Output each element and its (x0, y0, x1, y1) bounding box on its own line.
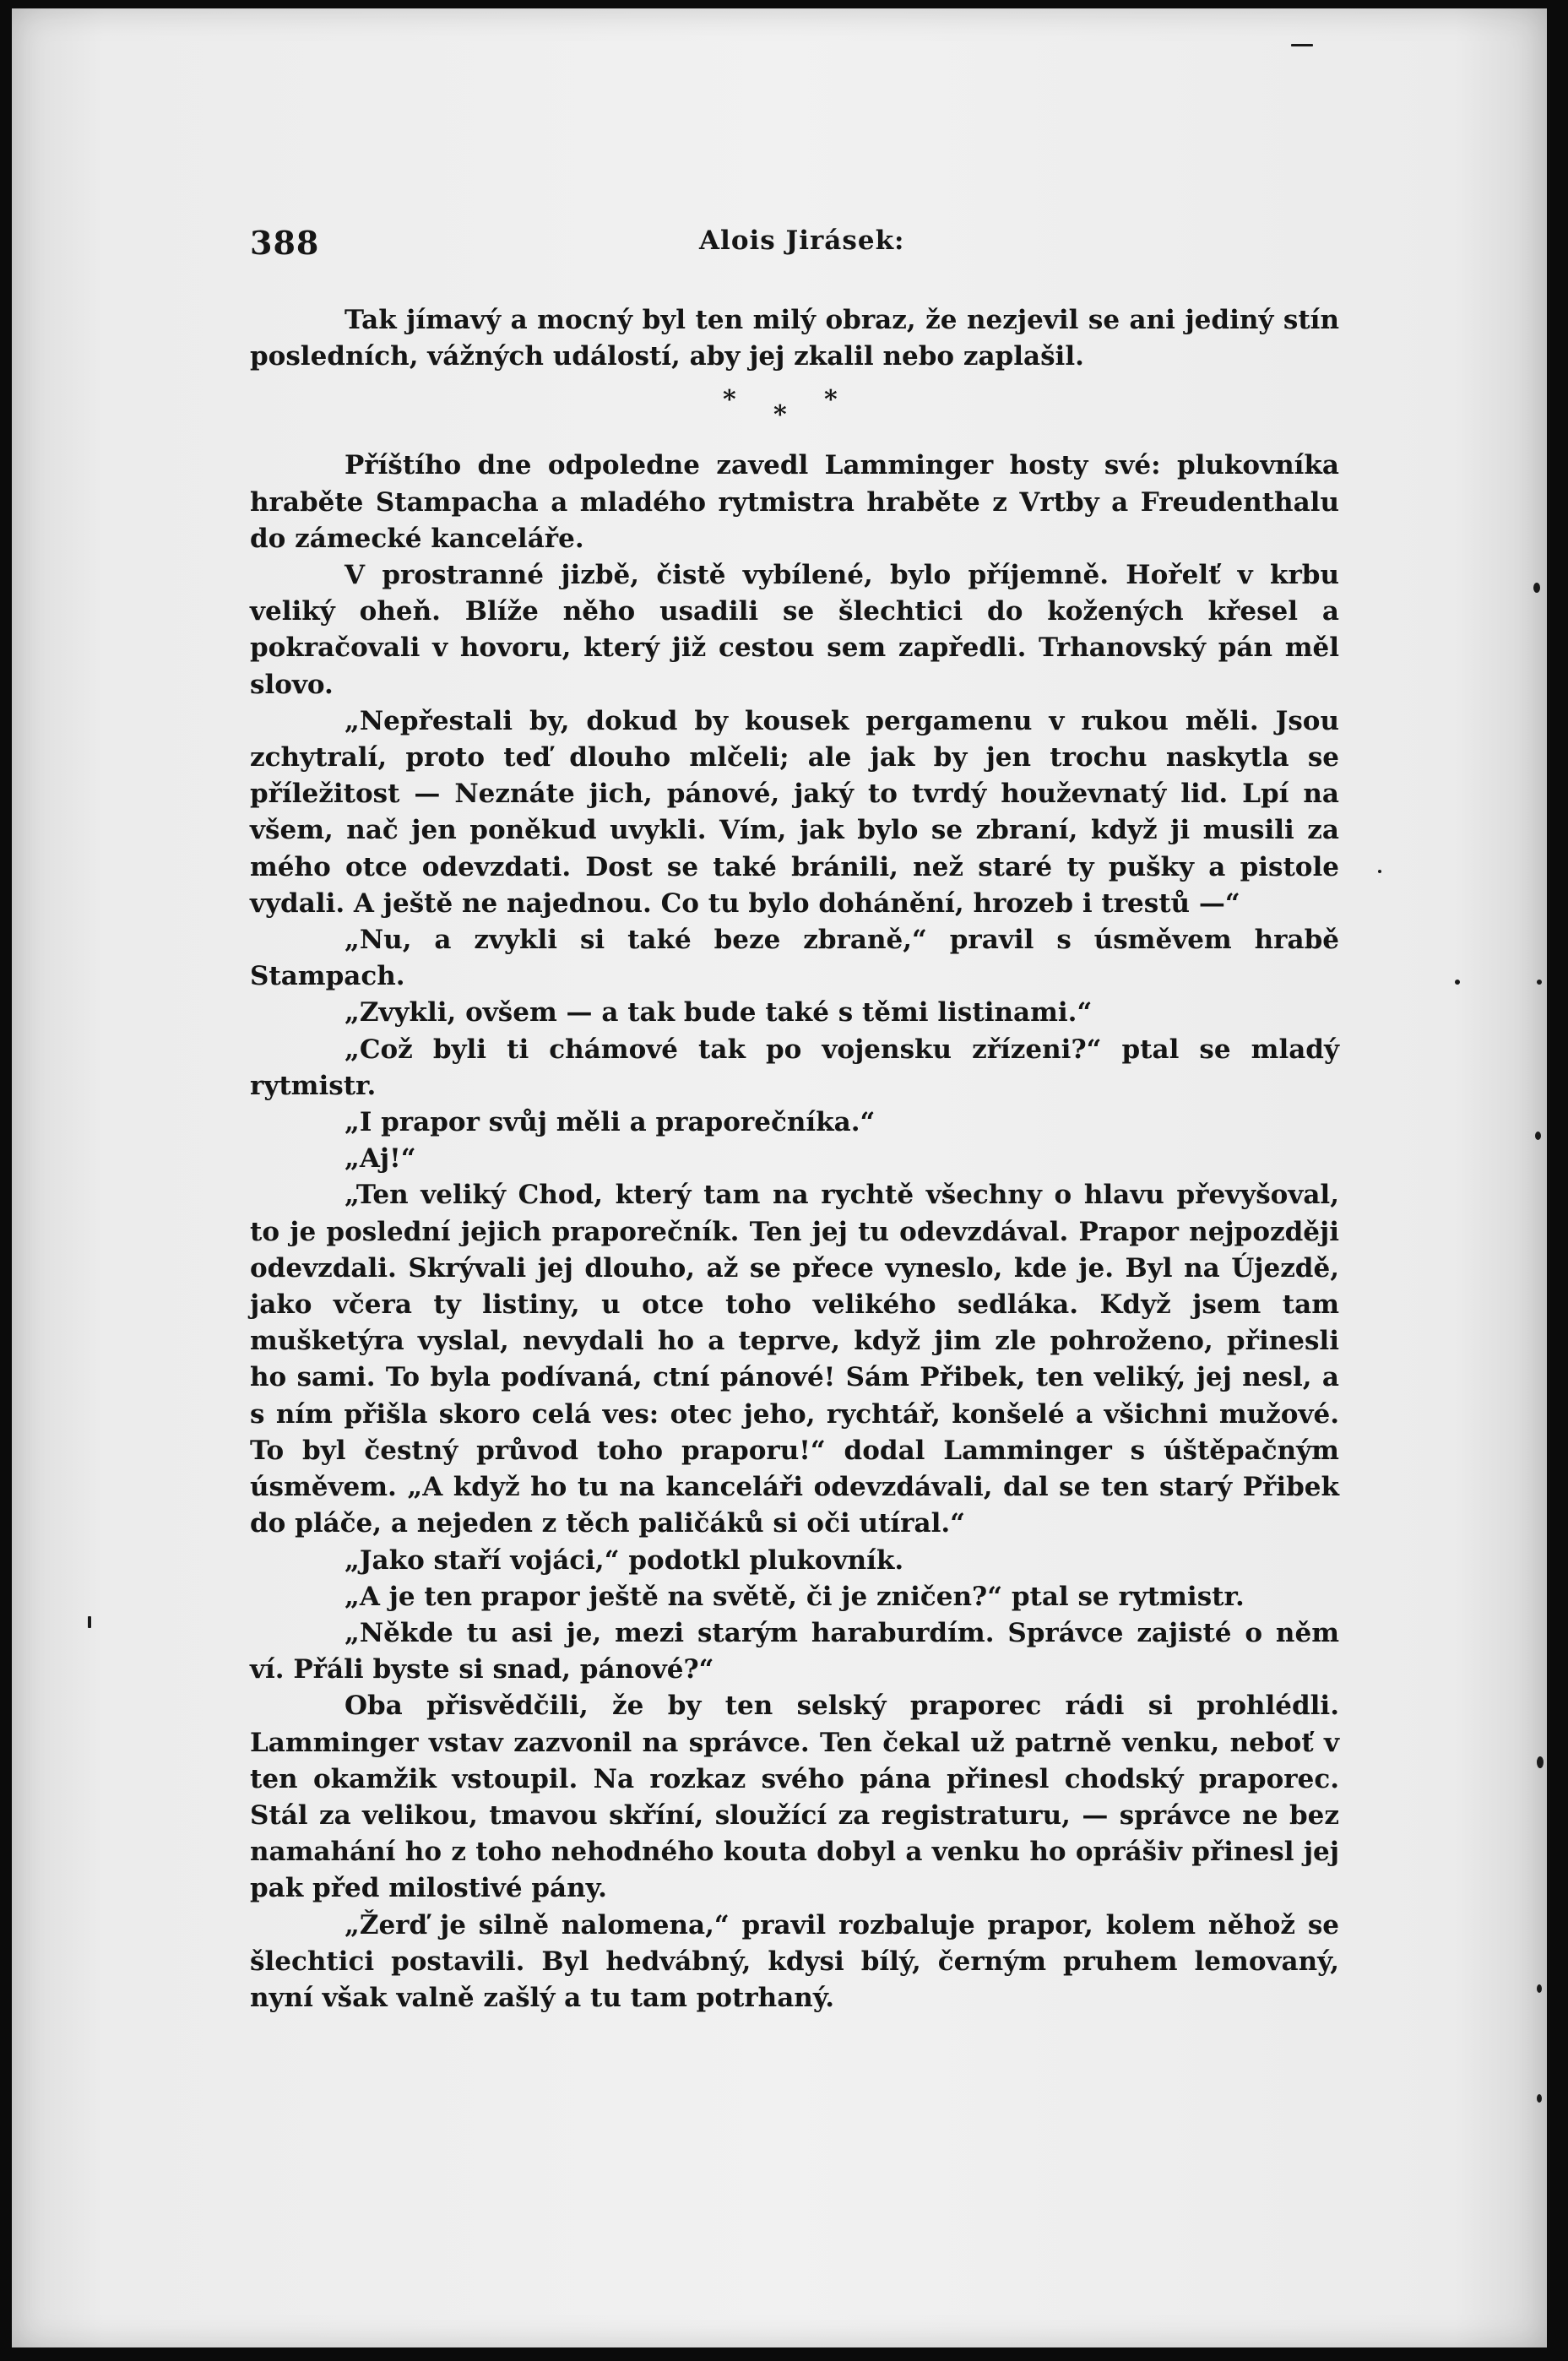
paragraph: „Někde tu asi je, mezi starým haraburdím. Správce zajisté o něm ví. Přáli byste si snad, pánové?“ (250, 1617, 1339, 1685)
paragraph: „Jako staří vojáci,“ podotkl plukovník. (345, 1544, 904, 1576)
scene-break (250, 375, 1339, 448)
paragraph: „A je ten prapor ještě na světě, či je zničen?“ ptal se rytmistr. (345, 1581, 1245, 1612)
paragraph: Oba přisvědčili, že by ten selský praporec rádi si prohlédli. Lamminger vstav zazvonil na správce. Ten čekal už patrně venku, neboť v ten okamžik vstoupil. Na rozkaz svého pána přinesl chodský praporec. Stál za velikou, tmavou skříní, sloužící za registraturu, — správce ne bez namahání ho z toho nehodného kouta dobyl a venku ho oprášiv přinesl jej pak před milostivé pány. (250, 1691, 1339, 1904)
asterism (723, 382, 858, 441)
body-text (250, 302, 1339, 2016)
running-head: Alois Jirásek: (699, 225, 905, 256)
scan-speck (1537, 980, 1542, 985)
paragraph: „Aj!“ (345, 1143, 416, 1175)
paragraph: „Nu, a zvykli si také beze zbraně,“ pravil s úsměvem hrabě Stampach. (250, 925, 1339, 992)
book-page (12, 8, 1547, 2347)
scan-speck (1291, 44, 1313, 46)
scan-speck (1533, 583, 1540, 593)
paragraph: Tak jímavý a mocný byl ten milý obraz, že nezjevil se ani jediný stín posledních, vážných událostí, aby jej zkalil nebo zaplašil. (250, 305, 1339, 372)
paragraph: V prostranné jizbě, čistě vybílené, bylo příjemně. Hořelť v krbu veliký oheň. Blíže něho usadili se šlechtici do kožených křesel a pokračovali v hovoru, který již cestou sem zapředli. Trhanovský pán měl slovo. (250, 560, 1339, 700)
scan-speck (88, 1616, 91, 1628)
scan-speck (1537, 1984, 1542, 1993)
paragraph: „Ten veliký Chod, který tam na rychtě všechny o hlavu převyšoval, to je poslední jejich praporečník. Ten jej tu odevzdával. Prapor nejpozději odevzdali. Skrývali jej dlouho, až se přece vyneslo, kde je. Byl na Újezdě, jako včera ty listiny, u otce toho velikého sedláka. Když jsem tam mušketýra vyslal, nevydali ho a teprve, když jim zle pohroženo, přinesli ho sami. To byla podívaná, ctní pánové! Sám Přibek, ten veliký, jej nesl, a s ním přišla skoro celá ves: otec jeho, rychtář, konšelé a všichni mužové. To byl čestný průvod toho praporu!“ dodal Lamminger s úštěpačným úsměvem. „A když ho tu na kanceláři odevzdávali, dal se ten starý Přibek do pláče, a nejeden z těch paličáků si oči utíral.“ (250, 1180, 1339, 1539)
scan-speck (1537, 1756, 1544, 1768)
paragraph: „Žerď je silně nalomena,“ pravil rozbaluje prapor, kolem něhož se šlechtici postavili. Byl hedvábný, kdysi bílý, černým pruhem lemovaný, nyní však valně zašlý a tu tam potrhaný. (250, 1909, 1339, 2013)
scan-speck (1535, 1132, 1541, 1140)
scan-speck (1455, 980, 1460, 985)
asterisk: * (824, 385, 838, 415)
page-header (250, 217, 1339, 268)
paragraph: „Zvykli, ovšem — a tak bude také s těmi listinami.“ (345, 997, 1093, 1029)
asterisk: * (723, 385, 736, 415)
page-number: 388 (250, 224, 320, 262)
paragraph: „I prapor svůj měli a praporečníka.“ (345, 1107, 876, 1138)
paragraph: „Nepřestali by, dokud by kousek pergamenu v rukou měli. Jsou zchytralí, proto teď dlouho mlčeli; ale jak by jen trochu naskytla se příležitost — Neznáte jich, pánové, jaký to tvrdý houževnatý lid. Lpí na všem, nač jen poněkud uvykli. Vím, jak bylo se zbraní, když ji musili za mého otce odevzdati. Dost se také bránili, než staré ty pušky a pistole vydali. A ještě ne najednou. Co tu bylo dohánění, hrozeb i trestů —“ (250, 705, 1339, 919)
scan-speck (1537, 2094, 1542, 2103)
scan-speck (1378, 870, 1381, 873)
paragraph: „Což byli ti chámové tak po vojensku zřízeni?“ ptal se mladý rytmistr. (250, 1034, 1339, 1101)
asterisk: * (773, 400, 787, 431)
paragraph: Příštího dne odpoledne zavedl Lamminger hosty své: plukovníka hraběte Stampacha a mladého rytmistra hraběte z Vrtby a Freudenthalu do zámecké kanceláře. (250, 450, 1339, 554)
